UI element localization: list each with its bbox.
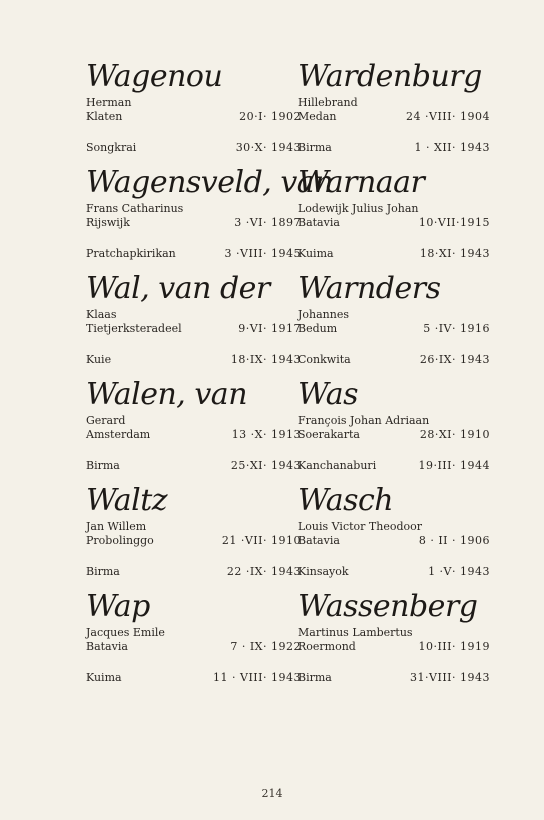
birth-date: 24 ·VIII· 1904 [406, 110, 490, 123]
death-date: 1 ·V· 1943 [428, 565, 490, 578]
birth-row [298, 322, 490, 336]
entry-warnders [298, 270, 490, 376]
death-date: 3 ·VIII· 1945 [224, 247, 301, 260]
page-number: 214 [261, 787, 283, 800]
death-row [298, 353, 490, 367]
death-place: Birma [86, 459, 120, 472]
birth-date: 10·VII·1915 [418, 216, 490, 229]
given-names: Gerard [86, 414, 126, 427]
entry-wardenburg [298, 58, 490, 164]
death-place: Birma [86, 565, 120, 578]
birth-date: 9·VI· 1917 [238, 322, 301, 335]
death-row [86, 565, 301, 579]
death-row [86, 141, 301, 155]
birth-row [86, 428, 301, 442]
death-row [298, 247, 490, 261]
death-date: 11 · VIII· 1943 [213, 671, 301, 684]
birth-date: 20·I· 1902 [239, 110, 301, 123]
surname: Walen, van [86, 377, 248, 412]
birth-date: 3 ·VI· 1897 [234, 216, 301, 229]
entry-wassenberg [298, 588, 490, 694]
death-place: Birma [298, 671, 332, 684]
entry-wap [86, 588, 301, 694]
birth-place: Batavia [298, 534, 340, 547]
death-place: Conkwita [298, 353, 351, 366]
surname: Wassenberg [298, 589, 478, 624]
death-row [86, 671, 301, 685]
birth-place: Probolinggo [86, 534, 154, 547]
given-names: Lodewijk Julius Johan [298, 202, 419, 215]
death-row [86, 459, 301, 473]
death-date: 1 · XII· 1943 [414, 141, 490, 154]
surname: Wagensveld, van [86, 165, 334, 200]
death-row [298, 459, 490, 473]
death-date: 31·VIII· 1943 [410, 671, 490, 684]
entry-walen-van [86, 376, 301, 482]
birth-place: Amsterdam [86, 428, 151, 441]
given-names: Herman [86, 96, 132, 109]
surname: Wasch [298, 483, 394, 518]
surname: Waltz [86, 483, 168, 518]
death-row [298, 565, 490, 579]
given-names: Louis Victor Theodoor [298, 520, 422, 533]
birth-place: Klaten [86, 110, 123, 123]
entry-was [298, 376, 490, 482]
birth-place: Tietjerksteradeel [86, 322, 182, 335]
given-names: Jan Willem [86, 520, 147, 533]
birth-place: Batavia [86, 640, 128, 653]
entry-warnaar [298, 164, 490, 270]
surname: Warnders [298, 271, 441, 306]
right-column [298, 58, 490, 694]
death-date: 18·IX· 1943 [230, 353, 301, 366]
given-names: François Johan Adriaan [298, 414, 430, 427]
death-date: 19·III· 1944 [418, 459, 490, 472]
death-place: Kuie [86, 353, 112, 366]
birth-row [86, 110, 301, 124]
birth-date: 10·III· 1919 [418, 640, 490, 653]
death-place: Pratchapkirikan [86, 247, 176, 260]
birth-row [298, 640, 490, 654]
entry-waltz [86, 482, 301, 588]
surname: Wap [86, 589, 150, 624]
surname: Wardenburg [298, 59, 482, 94]
birth-date: 21 ·VII· 1910 [221, 534, 301, 547]
birth-row [86, 640, 301, 654]
death-date: 22 ·IX· 1943 [226, 565, 301, 578]
surname: Wagenou [86, 59, 223, 94]
given-names: Johannes [298, 308, 349, 321]
birth-date: 28·XI· 1910 [419, 428, 490, 441]
birth-row [86, 534, 301, 548]
birth-date: 13 ·X· 1913 [231, 428, 301, 441]
birth-place: Medan [298, 110, 337, 123]
birth-row [86, 322, 301, 336]
given-names: Frans Catharinus [86, 202, 184, 215]
entry-wal-van-der [86, 270, 301, 376]
birth-row [298, 534, 490, 548]
death-date: 26·IX· 1943 [419, 353, 490, 366]
death-place: Kuima [86, 671, 122, 684]
surname: Was [298, 377, 359, 412]
death-row [298, 671, 490, 685]
birth-row [298, 110, 490, 124]
death-place: Kuima [298, 247, 334, 260]
death-date: 30·X· 1943 [235, 141, 301, 154]
birth-place: Rijswijk [86, 216, 130, 229]
given-names: Jacques Emile [86, 626, 165, 639]
death-place: Songkrai [86, 141, 137, 154]
death-row [298, 141, 490, 155]
given-names: Martinus Lambertus [298, 626, 413, 639]
birth-place: Soerakarta [298, 428, 360, 441]
entry-wagenou [86, 58, 301, 164]
death-row [86, 353, 301, 367]
death-place: Kinsayok [298, 565, 349, 578]
birth-date: 7 · IX· 1922 [230, 640, 301, 653]
death-place: Birma [298, 141, 332, 154]
birth-row [298, 428, 490, 442]
entry-wasch [298, 482, 490, 588]
death-row [86, 247, 301, 261]
birth-row [86, 216, 301, 230]
birth-place: Batavia [298, 216, 340, 229]
birth-row [298, 216, 490, 230]
given-names: Klaas [86, 308, 117, 321]
birth-date: 8 · II · 1906 [418, 534, 490, 547]
given-names: Hillebrand [298, 96, 358, 109]
death-place: Kanchanaburi [298, 459, 377, 472]
birth-date: 5 ·IV· 1916 [423, 322, 490, 335]
death-date: 18·XI· 1943 [419, 247, 490, 260]
birth-place: Roermond [298, 640, 356, 653]
surname: Wal, van der [86, 271, 270, 306]
death-date: 25·XI· 1943 [230, 459, 301, 472]
surname: Warnaar [298, 165, 425, 200]
birth-place: Bedum [298, 322, 338, 335]
